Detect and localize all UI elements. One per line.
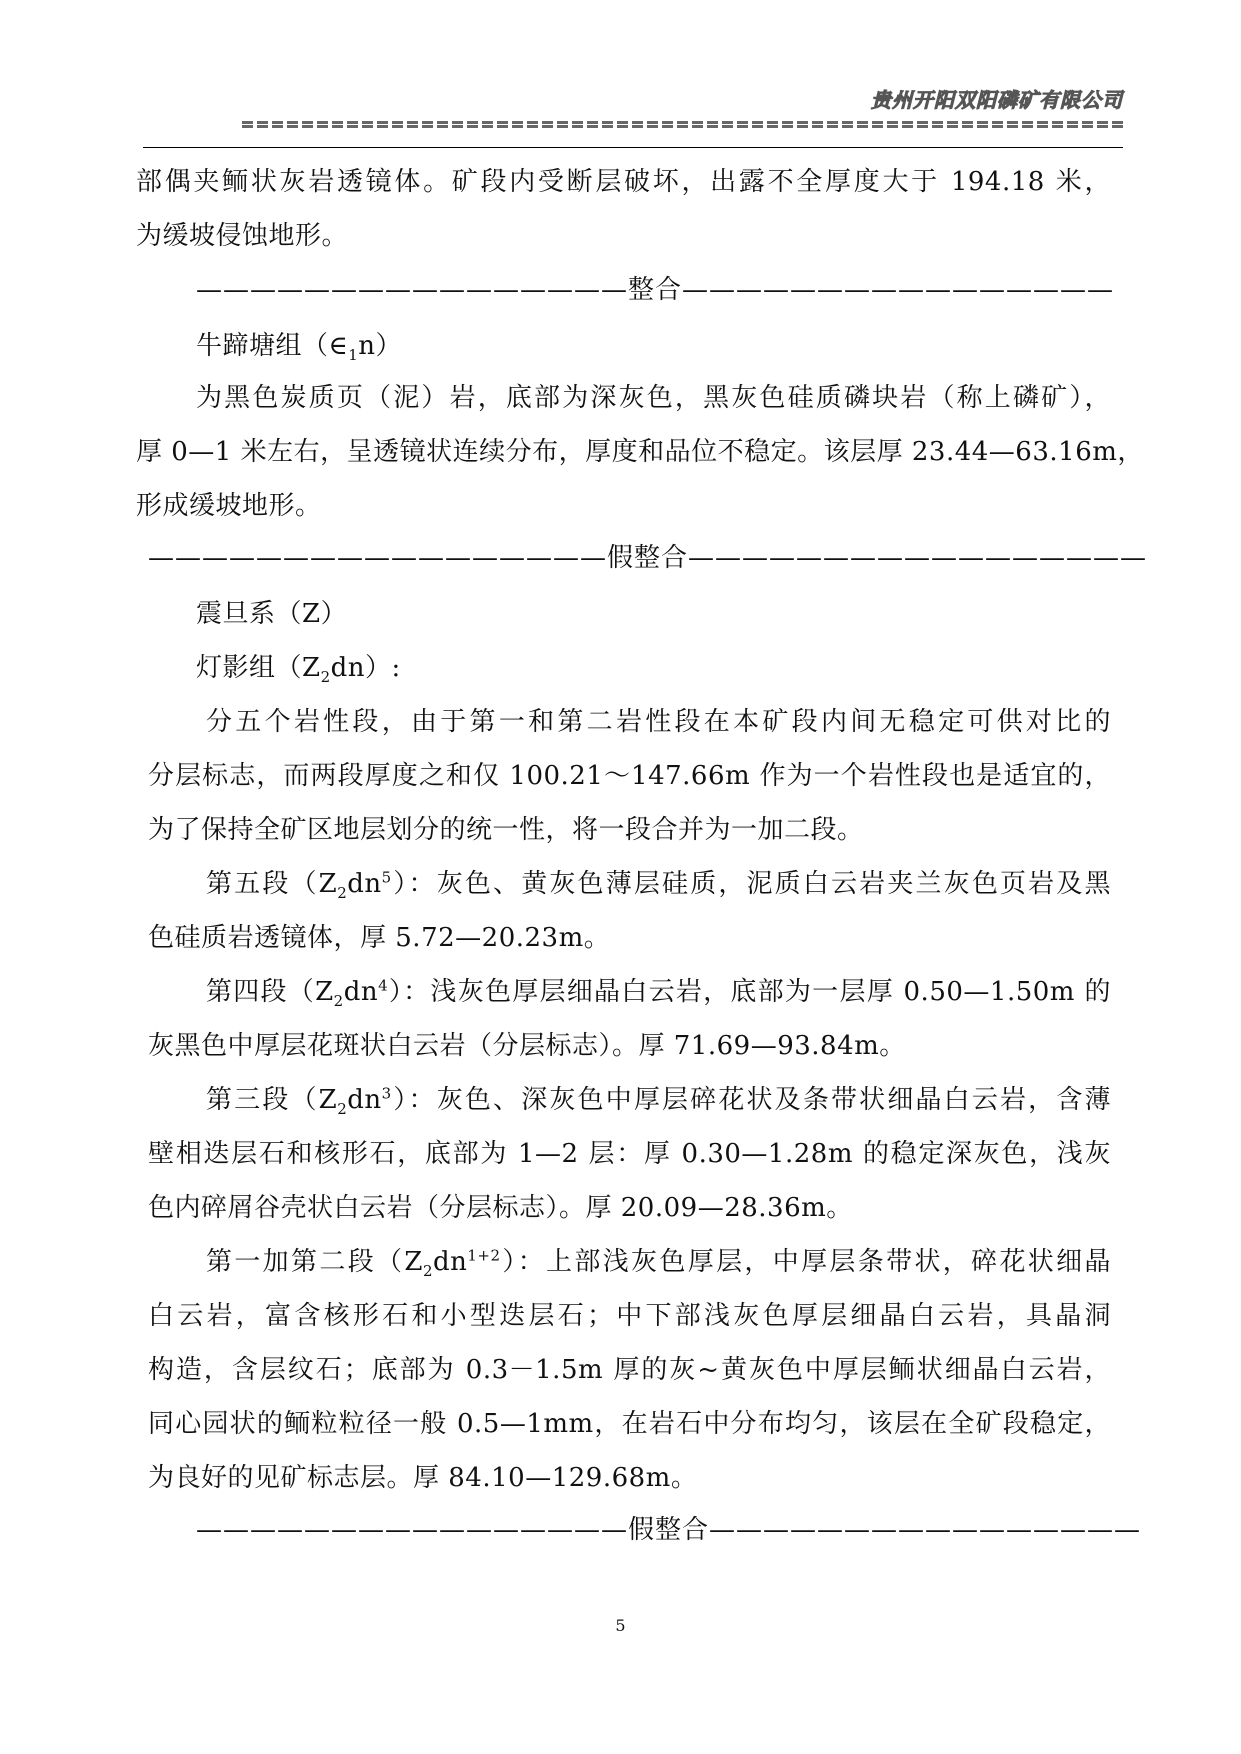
separator-dash: ————————————————— xyxy=(688,543,1148,573)
text-line: 分层标志，而两段厚度之和仅 100.21～147.66m 作为一个岩性段也是适宜的， xyxy=(148,761,1111,791)
header-divider xyxy=(143,147,1123,148)
text-line: 同心园状的鲕粒粒径一般 0.5—1mm，在岩石中分布均匀，该层在全矿段稳定， xyxy=(148,1409,1111,1439)
text-line: 色硅质岩透镜体，厚 5.72—20.23m。 xyxy=(148,923,611,953)
separator-dash: ———————————————— xyxy=(196,275,628,305)
separator-label: 假整合 xyxy=(607,543,689,573)
separator-dash: ———————————————— xyxy=(196,1515,628,1545)
separator-dash: ———————————————— xyxy=(709,1515,1142,1545)
separator-dash: ———————————————— xyxy=(682,275,1115,305)
text-line: 形成缓坡地形。 xyxy=(136,491,322,521)
separator-disconformity xyxy=(196,1514,1141,1546)
text-line: 色内碎屑谷壳状白云岩（分层标志）。厚 20.09—28.36m。 xyxy=(148,1193,853,1223)
member-3-line: 第三段$(Z_2dn^3)$：灰色、深灰色中厚层碎花状及条带状细晶白云岩，含薄 xyxy=(206,1084,1111,1119)
member-1-2-line: 第一加第二段$(Z_2dn^{1+2})$：上部浅灰色厚层，中厚层条带状，碎花状细晶 xyxy=(206,1246,1111,1281)
separator-dash: ————————————————— xyxy=(148,543,607,573)
separator-conformity xyxy=(196,274,1114,306)
text-line: 灰黑色中厚层花斑状白云岩（分层标志）。厚 71.69—93.84m。 xyxy=(148,1031,906,1061)
text-line: 构造，含层纹石；底部为 0.3－1.5m 厚的灰~黄灰色中厚层鲕状细晶白云岩， xyxy=(148,1355,1111,1385)
text-line: 为黑色炭质页（泥）岩，底部为深灰色，黑灰色硅质磷块岩（称上磷矿）， xyxy=(196,383,1111,413)
text-line: 分五个岩性段，由于第一和第二岩性段在本矿段内间无稳定可供对比的 xyxy=(206,707,1111,737)
separator-label: 整合 xyxy=(628,275,683,305)
header-company-name: 贵州开阳双阳磷矿有限公司 xyxy=(871,88,1123,112)
system-heading: 震旦系（Z） xyxy=(196,599,348,629)
formation-heading: 灯影组$(Z_2dn)$: xyxy=(196,653,401,687)
text-line: 为良好的见矿标志层。厚 84.10—129.68m。 xyxy=(148,1463,698,1493)
separator-disconformity xyxy=(148,542,1147,574)
text-line: 部偶夹鲕状灰岩透镜体。矿段内受断层破坏，出露不全厚度大于 194.18 米， xyxy=(136,167,1111,197)
text-line: 白云岩，富含核形石和小型迭层石；中下部浅灰色厚层细晶白云岩，具晶洞 xyxy=(148,1301,1111,1331)
page-number: 5 xyxy=(615,1616,626,1635)
separator-label: 假整合 xyxy=(628,1515,710,1545)
text-line: 为了保持全矿区地层划分的统一性，将一段合并为一加二段。 xyxy=(148,815,864,845)
formation-heading: 牛蹄塘组$(\in_1n)$ xyxy=(196,331,403,365)
member-5-line: 第五段$(Z_2dn^5)$：灰色、黄灰色薄层硅质，泥质白云岩夹兰灰色页岩及黑 xyxy=(206,868,1111,903)
text-line: 为缓坡侵蚀地形。 xyxy=(136,221,349,251)
text-line: 壁相迭层石和核形石，底部为 1—2 层：厚 0.30—1.28m 的稳定深灰色，浅灰 xyxy=(148,1139,1111,1169)
member-4-line: 第四段$(Z_2dn^4)$：浅灰色厚层细晶白云岩，底部为一层厚 0.50—1.50m 的 xyxy=(206,976,1111,1011)
header-decorative-pattern xyxy=(242,121,1123,128)
text-line: 厚 0—1 米左右，呈透镜状连续分布，厚度和品位不稳定。该层厚 23.44—63.16m， xyxy=(136,437,1144,467)
